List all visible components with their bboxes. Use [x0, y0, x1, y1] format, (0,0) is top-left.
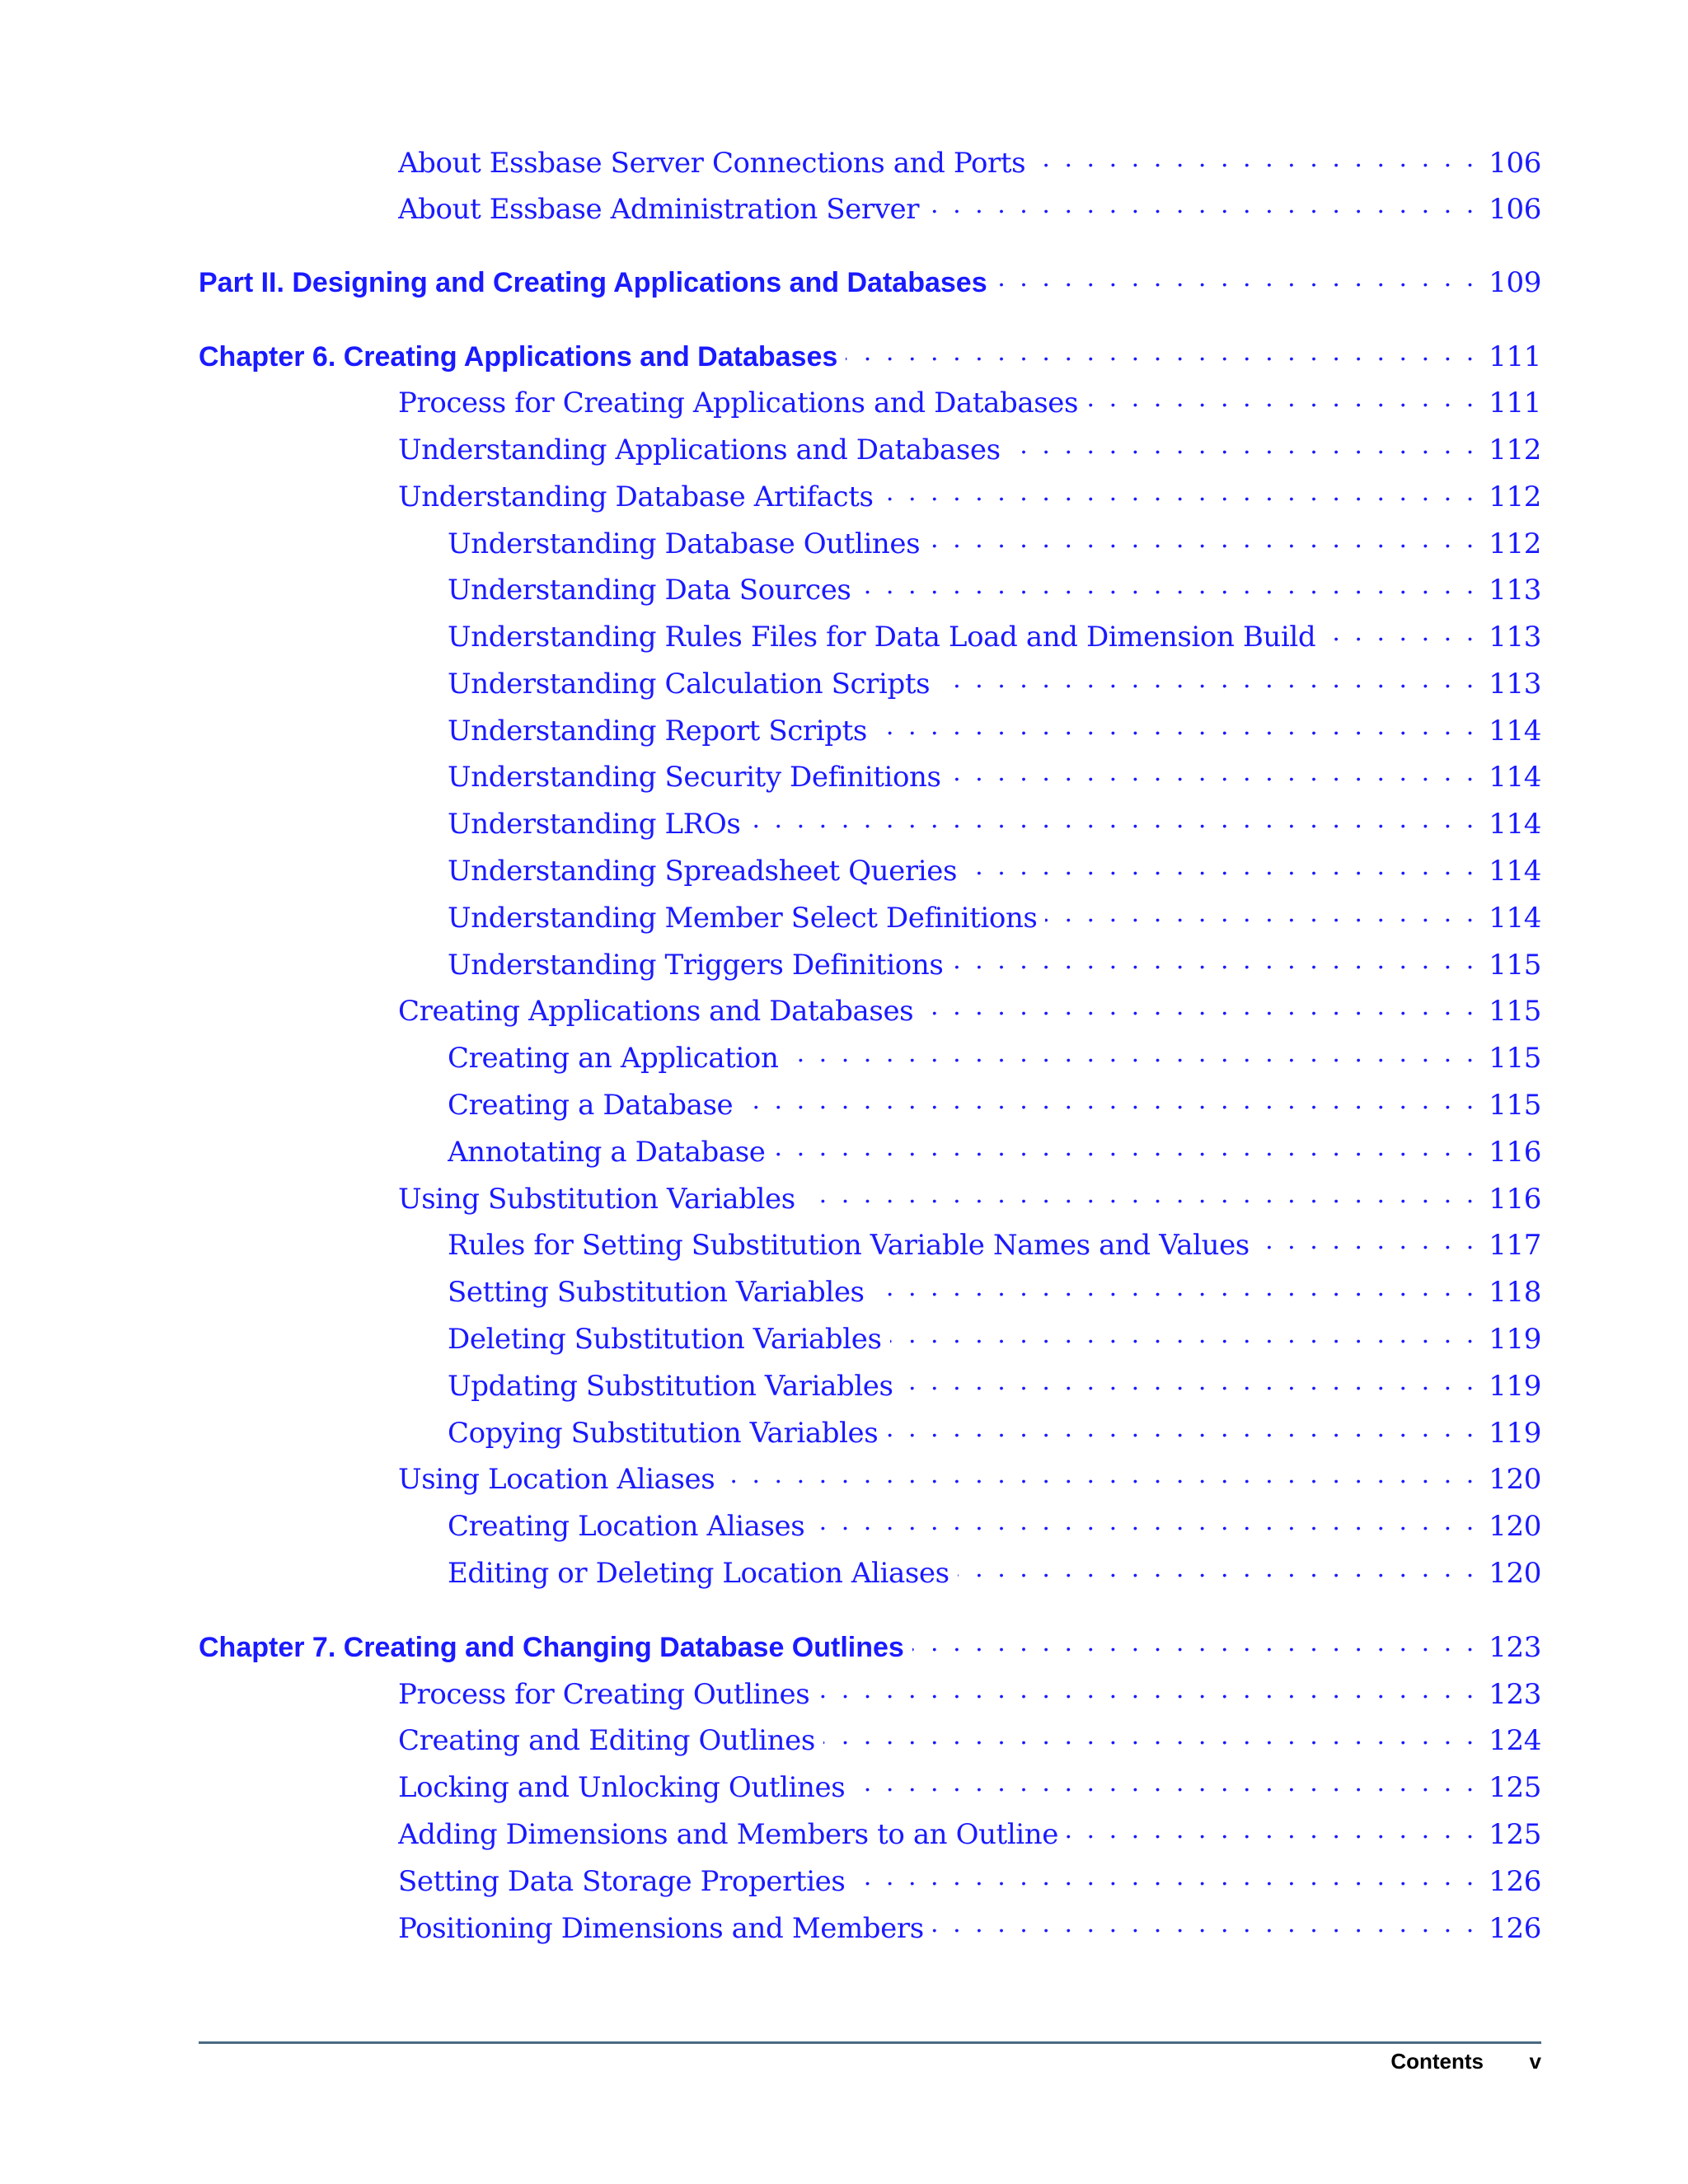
toc-entry-title: Chapter 6. Creating Applications and Databases — [199, 341, 838, 373]
toc-page-number: 111 — [1489, 340, 1541, 373]
toc-entry-title: Part II. Designing and Creating Applications and Databases — [199, 267, 987, 298]
toc-entry-title: Process for Creating Applications and Databases — [398, 387, 1079, 419]
toc-entry-location-aliases[interactable] — [398, 1460, 1541, 1496]
toc-entry-title: Using Location Aliases — [398, 1463, 715, 1496]
toc-entry-calculation-scripts[interactable] — [448, 665, 1541, 701]
footer-page-number: v — [1529, 2049, 1541, 2074]
toc-page-number: 114 — [1489, 902, 1541, 935]
toc-page-number: 112 — [1489, 480, 1541, 513]
toc-entry-title: Understanding Data Sources — [448, 574, 851, 607]
toc-entry-title: Understanding Security Definitions — [448, 761, 941, 794]
toc-leader-dots — [741, 1086, 1477, 1114]
toc-chapter-7[interactable] — [199, 1629, 1541, 1664]
toc-leader-dots — [853, 1769, 1477, 1797]
toc-leader-dots — [912, 1629, 1477, 1657]
toc-leader-dots — [951, 946, 1477, 974]
toc-leader-dots — [921, 992, 1477, 1020]
toc-entry-process-creating-outlines[interactable] — [398, 1675, 1541, 1711]
toc-page-number: 113 — [1489, 621, 1541, 654]
toc-page-number: 116 — [1489, 1183, 1541, 1216]
toc-leader-dots — [965, 852, 1477, 880]
toc-leader-dots — [1324, 618, 1477, 646]
toc-entry-copying-substitution[interactable] — [448, 1414, 1541, 1450]
toc-entry-title: Updating Substitution Variables — [448, 1370, 893, 1403]
toc-leader-dots — [996, 264, 1478, 292]
toc-entry-creating-location-aliases[interactable] — [448, 1507, 1541, 1543]
toc-leader-dots — [1045, 899, 1477, 927]
toc-entry-title: Process for Creating Outlines — [398, 1678, 810, 1711]
toc-page-number: 115 — [1489, 995, 1541, 1028]
toc-leader-dots — [823, 1722, 1477, 1750]
toc-entry-title: Understanding Database Artifacts — [398, 480, 874, 513]
toc-page-number: 111 — [1489, 387, 1541, 419]
footer-section-label: Contents — [1390, 2049, 1484, 2074]
toc-entry-triggers-definitions[interactable] — [448, 946, 1541, 982]
toc-leader-dots — [875, 712, 1477, 740]
toc-leader-dots — [804, 1180, 1478, 1208]
toc-entry-title: Using Substitution Variables — [398, 1183, 795, 1216]
toc-entry-title: Deleting Substitution Variables — [448, 1323, 882, 1356]
toc-entry-title: Understanding Spreadsheet Queries — [448, 855, 957, 888]
toc-page-number: 114 — [1489, 761, 1541, 794]
toc-entry-data-sources[interactable] — [448, 571, 1541, 607]
toc-leader-dots — [1086, 384, 1477, 412]
toc-leader-dots — [818, 1675, 1477, 1704]
toc-leader-dots — [882, 478, 1478, 506]
toc-page-number: 126 — [1489, 1912, 1541, 1945]
toc-leader-dots — [813, 1507, 1477, 1535]
toc-entry-title: Locking and Unlocking Outlines — [398, 1771, 846, 1804]
toc-page-number: 116 — [1489, 1136, 1541, 1169]
toc-entry-database-outlines[interactable] — [448, 525, 1541, 560]
toc-page-number: 119 — [1489, 1417, 1541, 1450]
toc-entry-title: Creating an Application — [448, 1042, 779, 1075]
toc-page-number: 117 — [1489, 1229, 1541, 1262]
toc-entry-title: Creating a Database — [448, 1089, 734, 1122]
toc-entry-title: Setting Data Storage Properties — [398, 1865, 846, 1898]
toc-leader-dots — [723, 1460, 1477, 1488]
toc-entry-annotating-database[interactable] — [448, 1133, 1541, 1169]
toc-entry-report-scripts[interactable] — [448, 712, 1541, 748]
toc-entry-title: Understanding Triggers Definitions — [448, 949, 944, 982]
toc-page-number: 109 — [1489, 266, 1541, 299]
toc-page-number: 114 — [1489, 855, 1541, 888]
toc-page-number: 118 — [1489, 1276, 1541, 1309]
toc-page-number: 120 — [1489, 1463, 1541, 1496]
toc-page-number: 115 — [1489, 949, 1541, 982]
toc-entry-title: About Essbase Server Connections and Ports — [398, 147, 1026, 180]
toc-entry-title: Creating and Editing Outlines — [398, 1724, 815, 1757]
toc-entry-locking-outlines[interactable] — [398, 1769, 1541, 1804]
toc-page-number: 113 — [1489, 574, 1541, 607]
toc-page-number: 112 — [1489, 434, 1541, 466]
toc-entry-spreadsheet-queries[interactable] — [448, 852, 1541, 888]
toc-page-number: 119 — [1489, 1370, 1541, 1403]
toc-entry-rules-substitution[interactable] — [448, 1226, 1541, 1262]
toc-entry-security-definitions[interactable] — [448, 758, 1541, 794]
toc-page-number: 125 — [1489, 1818, 1541, 1851]
toc-entry-title: Adding Dimensions and Members to an Outline — [398, 1818, 1058, 1851]
toc-leader-dots — [902, 1367, 1478, 1395]
toc-page-number: 120 — [1489, 1557, 1541, 1590]
toc-entry-title: Understanding Member Select Definitions — [448, 902, 1038, 935]
toc-leader-dots — [1034, 144, 1477, 172]
toc-entry-essbase-server-connections[interactable] — [398, 144, 1541, 180]
toc-entry-database-artifacts[interactable] — [398, 478, 1541, 513]
toc-entry-title: Rules for Setting Substitution Variable Names and Values — [448, 1229, 1250, 1262]
toc-entry-process-creating-apps[interactable] — [398, 384, 1541, 419]
toc-page-number: 115 — [1489, 1042, 1541, 1075]
toc-entry-deleting-substitution[interactable] — [448, 1320, 1541, 1356]
toc-leader-dots — [886, 1414, 1477, 1442]
toc-leader-dots — [873, 1273, 1478, 1301]
toc-page-number: 124 — [1489, 1724, 1541, 1757]
toc-leader-dots — [890, 1320, 1478, 1348]
toc-leader-dots — [932, 1910, 1478, 1938]
toc-page-number: 106 — [1489, 147, 1541, 180]
toc-entry-title: Understanding LROs — [448, 808, 741, 841]
toc-entry-title: Chapter 7. Creating and Changing Database Outlines — [199, 1632, 904, 1663]
toc-part-ii[interactable] — [199, 264, 1541, 299]
toc-entry-title: Understanding Rules Files for Data Load and Dimension Build — [448, 621, 1316, 654]
toc-page-number: 119 — [1489, 1323, 1541, 1356]
toc-leader-dots — [938, 665, 1477, 693]
toc-page-number: 115 — [1489, 1089, 1541, 1122]
footer-rule — [199, 2041, 1541, 2044]
toc-page-number: 123 — [1489, 1678, 1541, 1711]
toc-entry-title: Setting Substitution Variables — [448, 1276, 865, 1309]
toc-entry-adding-dimensions[interactable] — [398, 1816, 1541, 1851]
toc-page-number: 112 — [1489, 527, 1541, 560]
toc-entry-updating-substitution[interactable] — [448, 1367, 1541, 1403]
toc-entry-title: Copying Substitution Variables — [448, 1417, 879, 1450]
toc-page-number: 106 — [1489, 193, 1541, 226]
toc-leader-dots — [787, 1039, 1478, 1067]
toc-leader-dots — [748, 805, 1477, 833]
toc-leader-dots — [859, 571, 1477, 599]
toc-leader-dots — [1009, 431, 1478, 459]
toc-entry-editing-location-aliases[interactable] — [448, 1554, 1541, 1590]
toc-entry-data-storage-properties[interactable] — [398, 1863, 1541, 1898]
toc-entry-creating-editing-outlines[interactable] — [398, 1722, 1541, 1757]
toc-entry-creating-database[interactable] — [448, 1086, 1541, 1122]
toc-entry-title: Understanding Database Outlines — [448, 527, 921, 560]
toc-leader-dots — [1067, 1816, 1477, 1844]
toc-entry-creating-application[interactable] — [448, 1039, 1541, 1075]
toc-entry-rules-files[interactable] — [448, 618, 1541, 654]
toc-entry-substitution-variables[interactable] — [398, 1180, 1541, 1216]
toc-leader-dots — [846, 338, 1477, 366]
toc-entry-title: Creating Location Aliases — [448, 1510, 805, 1543]
toc-chapter-6[interactable] — [199, 338, 1541, 373]
toc-leader-dots — [853, 1863, 1477, 1891]
toc-entry-title: Understanding Report Scripts — [448, 715, 867, 748]
toc-entry-title: Understanding Applications and Databases — [398, 434, 1001, 466]
toc-leader-dots — [958, 1554, 1478, 1582]
toc-entry-title: Positioning Dimensions and Members — [398, 1912, 924, 1945]
toc-leader-dots — [928, 525, 1477, 553]
toc-leader-dots — [950, 758, 1478, 786]
toc-entry-title: Creating Applications and Databases — [398, 995, 914, 1028]
toc-leader-dots — [1258, 1226, 1477, 1254]
toc-entry-lros[interactable] — [448, 805, 1541, 841]
toc-page-number: 123 — [1489, 1631, 1541, 1664]
toc-entry-title: Understanding Calculation Scripts — [448, 668, 931, 701]
toc-entry-positioning-dimensions[interactable] — [398, 1910, 1541, 1945]
toc-page-number: 120 — [1489, 1510, 1541, 1543]
toc-leader-dots — [927, 190, 1477, 218]
toc-leader-dots — [774, 1133, 1478, 1161]
toc-entry-title: Editing or Deleting Location Aliases — [448, 1557, 950, 1590]
toc-page-number: 125 — [1489, 1771, 1541, 1804]
toc-page-number: 114 — [1489, 715, 1541, 748]
toc-entry-title: About Essbase Administration Server — [398, 193, 920, 226]
toc-page-number: 114 — [1489, 808, 1541, 841]
toc-page-number: 126 — [1489, 1865, 1541, 1898]
toc-entry-understanding-apps[interactable] — [398, 431, 1541, 466]
toc-entry-member-select[interactable] — [448, 899, 1541, 935]
toc-entry-essbase-administration-server[interactable] — [398, 190, 1541, 226]
toc-page-number: 113 — [1489, 668, 1541, 701]
toc-entry-creating-apps-dbs[interactable] — [398, 992, 1541, 1028]
toc-entry-title: Annotating a Database — [448, 1136, 766, 1169]
toc-entry-setting-substitution[interactable] — [448, 1273, 1541, 1309]
